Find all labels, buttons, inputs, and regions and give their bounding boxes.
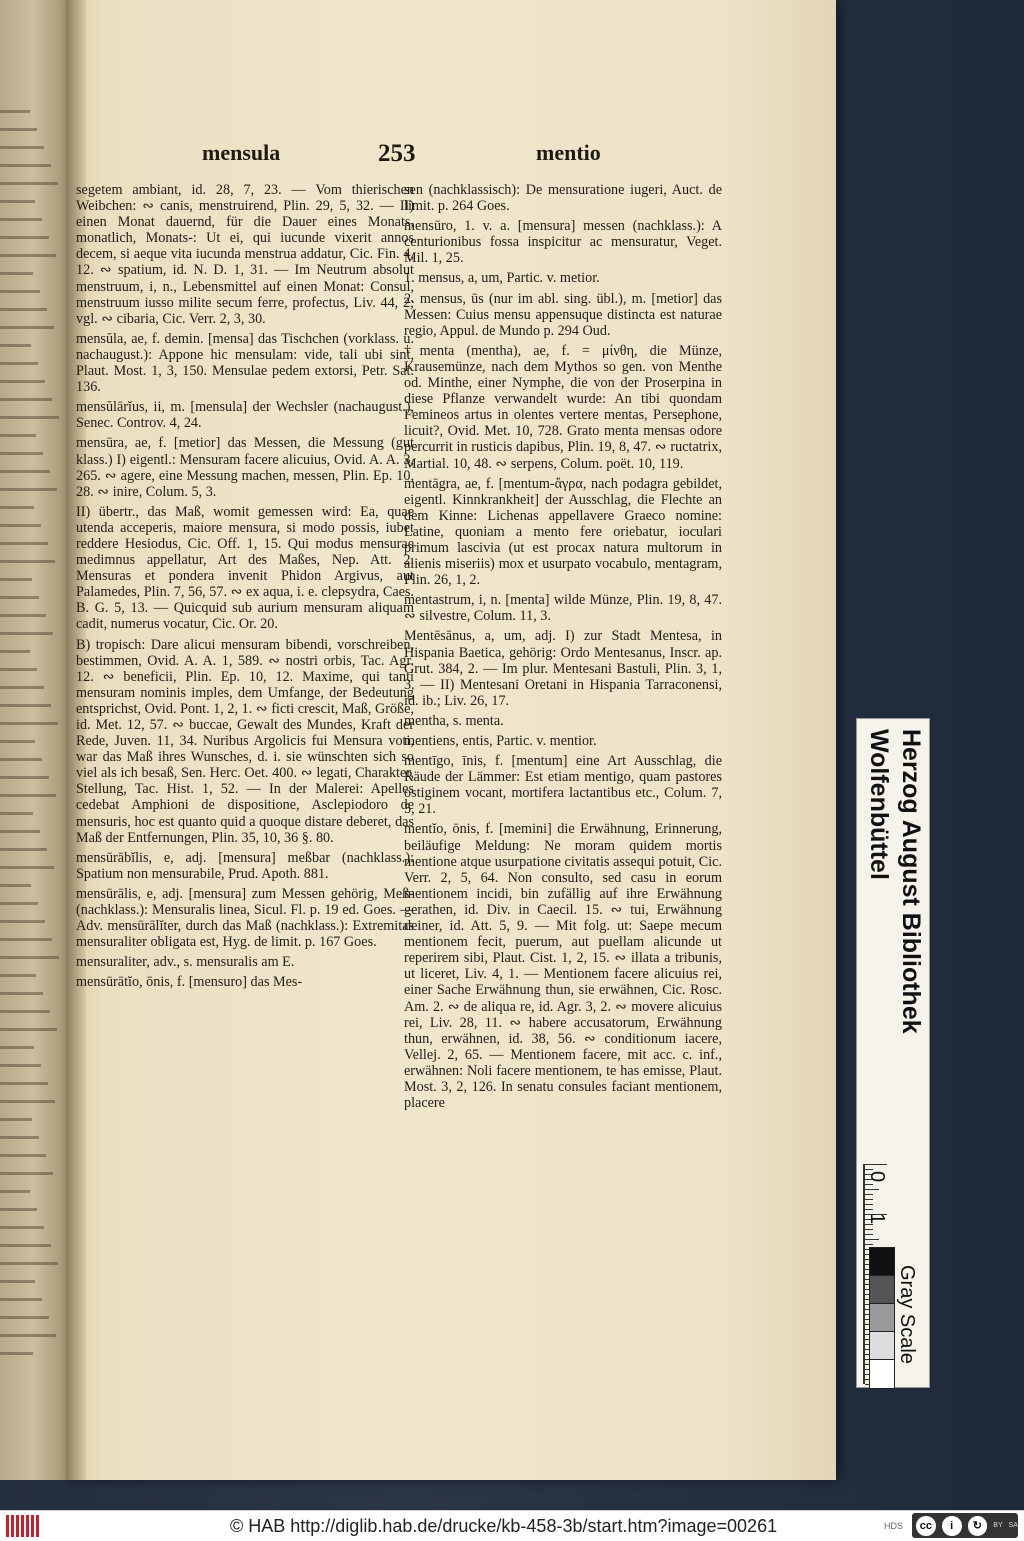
prev-page-text-line <box>0 182 58 185</box>
gray-swatch <box>869 1247 895 1277</box>
header-right-word: mentio <box>536 140 601 165</box>
prev-page-text-line <box>0 398 52 401</box>
prev-page-text-line <box>0 218 42 221</box>
left-column <box>76 182 414 1452</box>
prev-page-text-line <box>0 992 43 995</box>
library-name <box>859 729 927 1149</box>
prev-page-text-line <box>0 830 40 833</box>
dictionary-entry: mentha, s. menta. <box>404 712 504 729</box>
prev-page-text-line <box>0 1118 32 1121</box>
library-name-line1: Herzog August Bibliothek <box>897 729 925 1034</box>
dictionary-entry: †menta (mentha), ae, f. = μίνθη, die Münze, Krausemünze, nach dem Mythos so gen. von Menthe od. Minthe, einer Nymphe, die von der Proserpina in diese Pflanze verwandelt wurde: An tibi quondam Femineos artus in olentes vertere mentas, Persephone, licuit?, Ovid. Met. 10, 728. Grato menta mensas odore percurrit in rusticis dapibus, Plin. 19, 8, 47. ∾ ructatrix, Martial. 10, 48. ∾ serpens, Colum. poët. 10, 119. <box>404 342 722 472</box>
prev-page-text-line <box>0 164 51 167</box>
prev-page-text-line <box>0 704 51 707</box>
dictionary-entry: mensūrālis, e, adj. [mensura] zum Messen gehörig, Meß- (nachklass.): Mensuralis linea, Sicul. Fl. p. 19 ed. Goes. — Adv. mensūrālĭter, durch das Maß (nachklass.): Extremitas mensuraliter obligata est, Hyg. de limit. p. 167 Goes. <box>76 885 414 951</box>
prev-page-text-line <box>0 1226 44 1229</box>
scale-ruler <box>856 718 930 1388</box>
scale-tick <box>865 1229 873 1230</box>
scale-tick <box>865 1164 887 1165</box>
prev-page-text-line <box>0 650 30 653</box>
prev-page-text-line <box>0 596 39 599</box>
previous-page-edge <box>0 0 66 1480</box>
prev-page-text-line <box>0 938 52 941</box>
prev-page-text-line <box>0 1010 50 1013</box>
prev-page-text-line <box>0 758 42 761</box>
prev-page-text-line <box>0 1208 37 1211</box>
share-alike-icon: ↻ <box>968 1516 988 1536</box>
prev-page-text-line <box>0 560 55 563</box>
scale-tick <box>865 1244 873 1245</box>
dictionary-entry: mensūrātĭo, ōnis, f. [mensuro] das Mes- <box>76 974 303 991</box>
scale-tick <box>865 1194 873 1195</box>
prev-page-text-line <box>0 272 33 275</box>
prev-page-text-line <box>0 1046 34 1049</box>
scale-tick <box>865 1199 873 1200</box>
attribution-icon: i <box>942 1516 962 1536</box>
prev-page-text-line <box>0 1172 53 1175</box>
prev-page-text-line <box>0 1028 57 1031</box>
prev-page-text-line <box>0 794 56 797</box>
prev-page-text-line <box>0 236 49 239</box>
scale-number: 1 <box>866 1213 888 1225</box>
dictionary-entry: 1. mensus, a, um, Partic. v. metior. <box>404 270 600 287</box>
cc-license-badge[interactable] <box>912 1513 1018 1538</box>
prev-page-text-line <box>0 1154 46 1157</box>
dictionary-entry: mentīgo, īnis, f. [mentum] eine Art Ausschlag, die Räude der Lämmer: Est etiam mentigo, quam pastores ostiginem vocant, mortifera lactantibus etc., Colum. 7, 5, 21. <box>404 753 722 818</box>
prev-page-text-line <box>0 1280 35 1283</box>
prev-page-text-line <box>0 902 38 905</box>
prev-page-text-line <box>0 1352 33 1355</box>
dictionary-entry: sen (nachklassisch): De mensuratione iugeri, Auct. de limit. p. 264 Goes. <box>404 182 722 215</box>
prev-page-text-line <box>0 434 36 437</box>
prev-page-text-line <box>0 1262 58 1265</box>
prev-page-text-line <box>0 362 38 365</box>
prev-page-text-line <box>0 1082 48 1085</box>
footer-bar <box>0 1510 1024 1541</box>
prev-page-text-line <box>0 452 43 455</box>
prev-page-text-line <box>0 614 46 617</box>
prev-page-text-line <box>0 686 44 689</box>
prev-page-text-line <box>0 326 54 329</box>
prev-page-text-line <box>0 200 35 203</box>
prev-page-text-line <box>0 416 59 419</box>
hab-logo-icon <box>6 1515 40 1537</box>
gray-swatch <box>869 1275 895 1305</box>
prev-page-text-line <box>0 578 32 581</box>
gray-swatch <box>869 1303 895 1333</box>
scale-number: 0 <box>866 1171 888 1183</box>
dictionary-entry: mensūrābĭlis, e, adj. [mensura] meßbar (nachklass.): Spatium non mensurabile, Prud. Apoth. 881. <box>76 849 414 882</box>
prev-page-text-line <box>0 542 48 545</box>
dictionary-entry: mentastrum, i, n. [menta] wilde Münze, Plin. 19, 8, 47. ∾ silvestre, Colum. 11, 3. <box>404 592 722 625</box>
dictionary-entry: mentĭo, ōnis, f. [memini] die Erwähnung, Erinnerung, beiläufige Meldung: Ne moram quidem mortis mentione atque usurpatione civitatis assequi potuit, Cic. Verr. 2, 5, 64. Non consulto, sed casu in eorum mentionem incidi, bin zufällig auf ihre Erwähnung gerathen, id. Div. in Caecil. 15. ∾ tui, Erwähnung deiner, id. Att. 5, 9. — Mit folg. ut: Saepe mecum mentionem fecit, puerum, aut puellam alicunde ut reperirem sibi, Plaut. Cist. 1, 2, 15. ∾ illata a tribunis, ut liceret, Liv. 4, 1. — Mentionem facere alicuius rei, einer Sache Erwähnung thun, sie erwähnen, Cic. Rosc. Am. 2. ∾ de aliqua re, id. Agr. 3, 2. ∾ movere alicuius rei, Liv. 28, 11. ∾ habere accusatorum, Erwähnung thun, erwähnen, id. 38, 56. ∾ conditionum iacere, Vellej. 2, 65. — Mentionem facere, mit acc. c. inf., erwähnen: Noli facere mentionem, te has emisse, Plaut. Most. 3, 2, 126. In senatu consules faciant mentionem, placere <box>404 821 722 1112</box>
prev-page-text-line <box>0 956 59 959</box>
license-sa-label: SA <box>1008 1522 1018 1529</box>
prev-page-text-line <box>0 524 41 527</box>
header-left-word: mensula <box>202 140 281 165</box>
prev-page-text-line <box>0 722 58 725</box>
prev-page-text-line <box>0 488 57 491</box>
prev-page-text-line <box>0 812 33 815</box>
scale-tick <box>865 1224 873 1225</box>
dictionary-entry: mensuraliter, adv., s. mensuralis am E. <box>76 954 295 971</box>
page-number: 253 <box>378 140 416 167</box>
dictionary-entry: Mentēsānus, a, um, adj. I) zur Stadt Mentesa, in Hispania Baetica, gehörig: Ordo Mentesanus, Inscr. ap. Grut. 384, 2. — Im plur. Mentesani Bastuli, Plin. 3, 1, 3. — II) Mentesani Oretani in Hispania Tarraconensi, id. ib.; Liv. 26, 17. <box>404 628 722 709</box>
prev-page-text-line <box>0 254 56 257</box>
prev-page-text-line <box>0 146 44 149</box>
library-name-line2: Wolfenbüttel <box>865 729 893 880</box>
prev-page-text-line <box>0 1334 56 1337</box>
prev-page-text-line <box>0 920 45 923</box>
right-column <box>404 182 722 1452</box>
dictionary-entry: mensŭlārĭus, ii, m. [mensula] der Wechsler (nachaugust.), Senec. Controv. 4, 24. <box>76 399 414 432</box>
prev-page-text-line <box>0 848 47 851</box>
dictionary-entry: B) tropisch: Dare alicui mensuram bibendi, vorschreiben, bestimmen, Ovid. A. A. 1, 589. ∾ nostri orbis, Tac. Agr. 12. ∾ beneficii, Plin. Ep. 10, 12. Maxime, qui tanti mensuram nominis imples, dem Umfange, der Bedeutung entsprichst, Ovid. Pont. 1, 2, 1. ∾ ficti crescit, Maß, Größe, id. Met. 12, 57. ∾ buccae, Gewalt des Mundes, Kraft der Rede, Juven. 11, 34. Nuribus Argolicis fui Mensura voti, war das Maß ihres Wunsches, d. i. sie wünschten sich so viel als ich besaß, Sen. Herc. Oet. 400. ∾ legati, Charakter, Stellung, Tac. Hist. 1, 52. — In der Malerei: Apelles cedebat Amphioni de dispositione, Asclepiodoro de mensuris, hoc est quanto quid a quoque distare deberet, das Maß der Entfernungen, Plin. 35, 10, 36 §. 80. <box>76 636 414 846</box>
dictionary-entry: mentāgra, ae, f. [mentum-ἄγρα, nach podagra gebildet, eigentl. Kinnkrankheit] der Ausschlag, die Flechte an dem Kinne: Lichenas appellavere Graeco nomine: Latine, quoniam a mento fere oriebatur, ioculari primum lascivia (ut est procax natura multorum in alienis miseriis) mox et usurpato vocabulo, mentagram, Plin. 26, 1, 2. <box>404 475 722 589</box>
prev-page-text-line <box>0 740 35 743</box>
dictionary-entry: 2. mensus, ūs (nur im abl. sing. übl.), m. [metior] das Messen: Cuius mensu appensuque distincta est naturae regio, Appul. de Mundo p. 294 Oud. <box>404 290 722 339</box>
dictionary-entry: II) übertr., das Maß, womit gemessen wird: Ea, quae utenda acceperis, maiore mensura, si modo possis, iubet reddere Hesiodus, Cic. Off. 1, 15. Qui modus mensurae medimnus appellatur, Art des Maßes, Nep. Att. 2. Mensuras et pondera invenit Phidon Argivus, aut Palamedes, Plin. 7, 56, 57. ∾ ex aqua, i. e. clepsydra, Caes. B. G. 5, 13. — Quicquid sub aurium mensuram aliquam cadit, numerus vocatur, Cic. Or. 20. <box>76 503 414 633</box>
page-header <box>66 140 836 180</box>
dictionary-entry: mentiens, entis, Partic. v. mentior. <box>404 733 597 749</box>
prev-page-text-line <box>0 344 31 347</box>
prev-page-text-line <box>0 866 54 869</box>
cc-icon: cc <box>916 1516 936 1536</box>
hds-mark: HDS <box>884 1521 904 1531</box>
prev-page-text-line <box>0 128 37 131</box>
prev-page-text-line <box>0 776 49 779</box>
prev-page-text-line <box>0 308 47 311</box>
scale-tick <box>865 1209 873 1210</box>
scale-tick <box>865 1184 873 1185</box>
prev-page-text-line <box>0 1298 42 1301</box>
dictionary-entry: mensūra, ae, f. [metior] das Messen, die Messung (gut klass.) I) eigentl.: Mensuram facere alicuius, Ovid. A. A. 3, 265. ∾ agere, eine Messung machen, messen, Plin. Ep. 10, 28. ∾ inire, Colum. 5, 3. <box>76 435 414 500</box>
prev-page-text-line <box>0 1136 39 1139</box>
credit-link[interactable]: © HAB http://diglib.hab.de/drucke/kb-458-3b/start.htm?image=00261 <box>230 1516 778 1536</box>
prev-page-text-line <box>0 470 50 473</box>
dictionary-entry: mensŭla, ae, f. demin. [mensa] das Tischchen (vorklass. u. nachaugust.): Appone hic mensulam: vide, tali ubi sint, Plaut. Most. 1, 3, 150. Mensulae pedem extorsi, Petr. Sat. 136. <box>76 330 414 396</box>
book-page <box>66 0 836 1480</box>
scale-tick <box>865 1204 873 1205</box>
scale-tick <box>865 1239 879 1240</box>
dictionary-entry: segetem ambiant, id. 28, 7, 23. — Vom thierischen Weibchen: ∾ canis, menstruirend, Plin. 29, 5, 32. — II) einen Monat dauernd, für die Dauer eines Monats, monatlich, Monats-: Ut ei, qui iucunde vixerit annos decem, si aeque vita iucunda menstrua addatur, Cic. Fin. 4, 12. ∾ spatium, id. N. D. 1, 31. — Im Neutrum absolut menstruum, i, n., Lebensmittel auf einen Monat: Consul, menstruum iusso milite secum ferre, profectus, Liv. 44, 2; vgl. ∾ cibaria, Cic. Verr. 2, 3, 30. <box>76 182 414 327</box>
license-by-label: BY <box>993 1522 1003 1529</box>
scale-tick <box>865 1234 873 1235</box>
prev-page-text-line <box>0 632 53 635</box>
prev-page-text-line <box>0 974 36 977</box>
gray-swatch <box>869 1359 895 1389</box>
prev-page-text-line <box>0 1064 41 1067</box>
scale-tick <box>865 1169 873 1170</box>
prev-page-text-line <box>0 668 37 671</box>
gray-scale-label: Gray Scale <box>896 1265 918 1364</box>
dictionary-entry: mensūro, 1. v. a. [mensura] messen (nachklass.): A centurionibus fossa inspicitur ac mensuratur, Veget. Mil. 1, 25. <box>404 218 722 267</box>
gray-swatch <box>869 1331 895 1361</box>
prev-page-text-line <box>0 884 31 887</box>
prev-page-text-line <box>0 1244 51 1247</box>
scale-tick <box>865 1189 879 1190</box>
prev-page-text-line <box>0 110 30 113</box>
prev-page-text-line <box>0 290 40 293</box>
prev-page-text-line <box>0 1316 49 1319</box>
prev-page-text-line <box>0 380 45 383</box>
prev-page-text-line <box>0 506 34 509</box>
prev-page-text-line <box>0 1190 30 1193</box>
prev-page-text-line <box>0 1100 55 1103</box>
